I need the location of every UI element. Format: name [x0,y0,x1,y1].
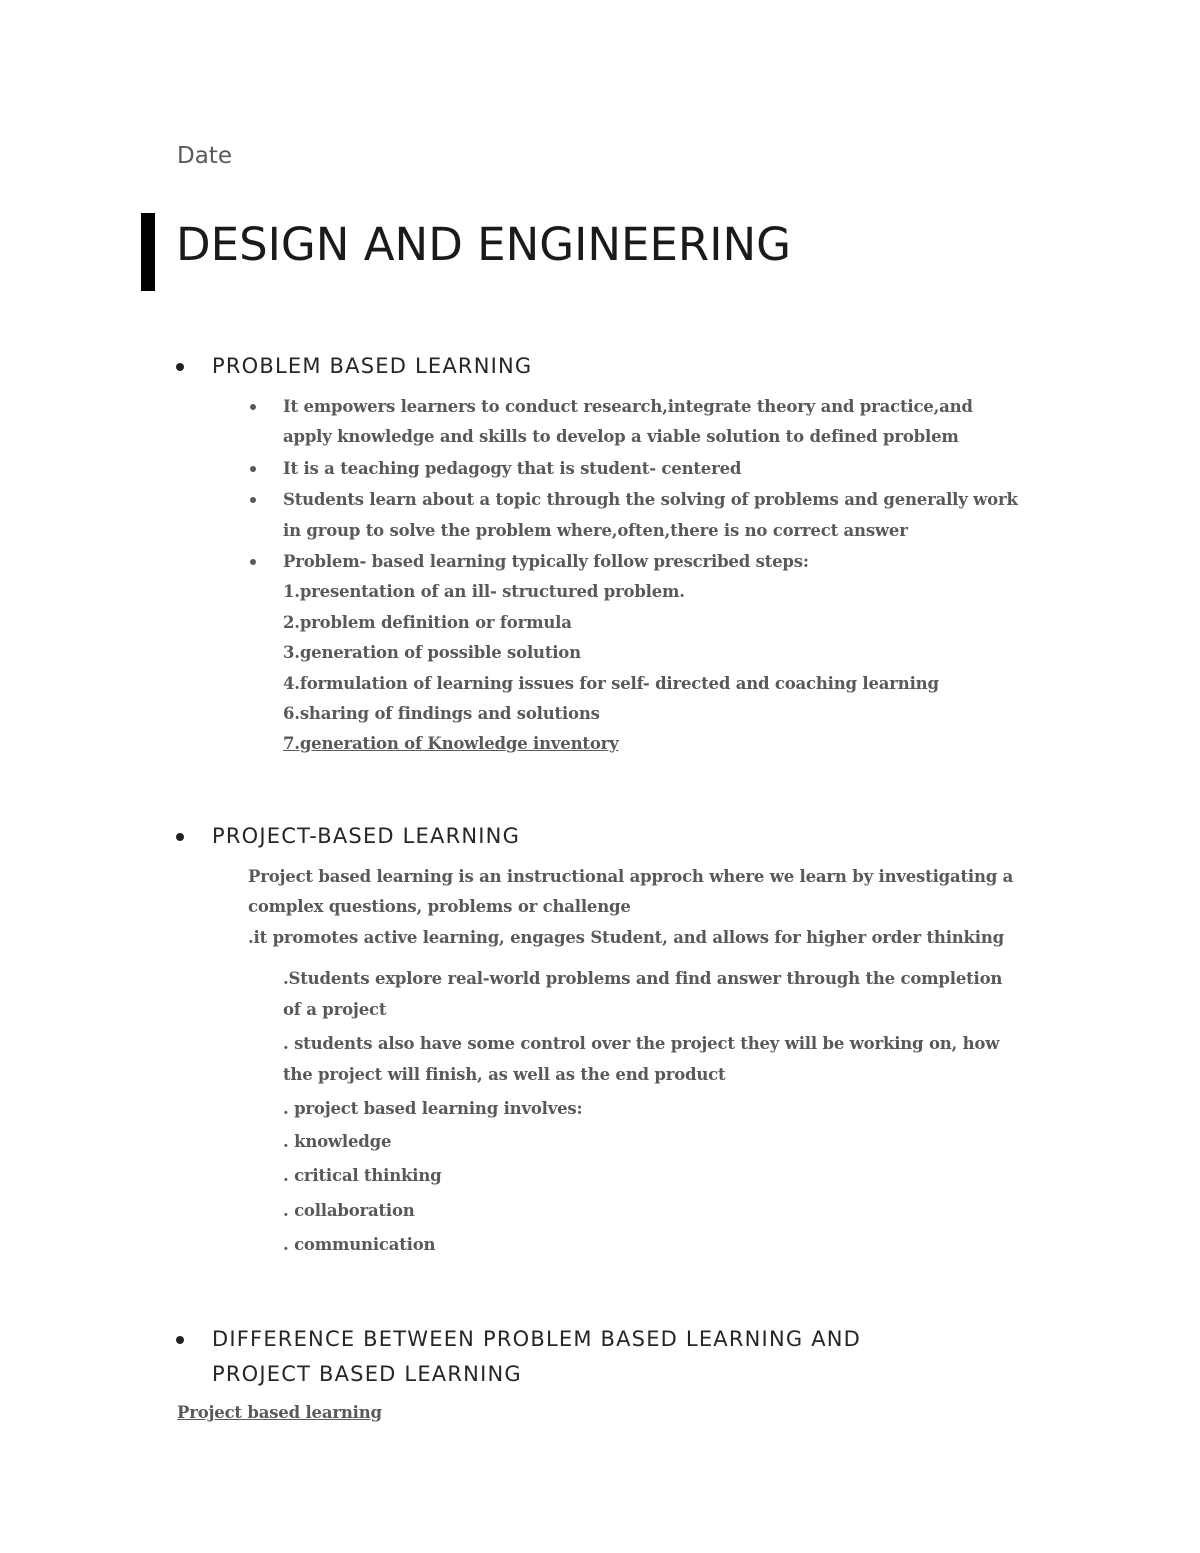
step-item: 2.problem definition or formula [283,613,572,632]
point-line: . project based learning involves: [283,1099,583,1118]
step-item: 3.generation of possible solution [283,643,581,662]
section-heading-difference-cont: PROJECT BASED LEARNING [212,1362,522,1386]
list-item-line: It empowers learners to conduct research,integrate theory and practice,and [283,397,973,416]
bullet-icon [250,559,256,565]
section-heading-problem-based: PROBLEM BASED LEARNING [212,354,533,378]
list-item-line: Students learn about a topic through the solving of problems and generally work [283,490,1018,509]
paragraph-line: complex questions, problems or challenge [248,897,631,916]
date-label: Date [177,143,232,169]
list-item-line: in group to solve the problem where,often,there is no correct answer [283,521,908,540]
paragraph-line: Project based learning is an instructional approch where we learn by investigating a [248,867,1014,886]
bullet-icon [176,363,184,371]
section-heading-difference: DIFFERENCE BETWEEN PROBLEM BASED LEARNING AND [212,1327,862,1351]
bullet-icon [250,404,256,410]
point-line: . collaboration [283,1201,415,1220]
bullet-icon [250,497,256,503]
point-line: . communication [283,1235,436,1254]
bullet-icon [176,833,184,841]
point-line: . knowledge [283,1132,392,1151]
point-line: . critical thinking [283,1166,442,1185]
list-item-line: apply knowledge and skills to develop a viable solution to defined problem [283,427,959,446]
paragraph-line: .it promotes active learning, engages Student, and allows for higher order thinking [248,928,1004,947]
step-item: 6.sharing of findings and solutions [283,704,600,723]
step-item: 7.generation of Knowledge inventory [283,734,619,753]
document-title: DESIGN AND ENGINEERING [176,218,791,271]
section-heading-project-based: PROJECT-BASED LEARNING [212,824,521,848]
point-line: of a project [283,1000,387,1019]
point-line: .Students explore real-world problems and find answer through the completion [283,969,1003,988]
subheading-project-based: Project based learning [177,1403,382,1422]
step-item: 4.formulation of learning issues for self- directed and coaching learning [283,674,939,693]
list-item-line: It is a teaching pedagogy that is student- centered [283,459,742,478]
point-line: the project will finish, as well as the end product [283,1065,726,1084]
list-item-line: Problem- based learning typically follow prescribed steps: [283,552,809,571]
point-line: . students also have some control over the project they will be working on, how [283,1034,1000,1053]
step-item: 1.presentation of an ill- structured problem. [283,582,685,601]
title-accent-bar [141,213,155,291]
bullet-icon [250,466,256,472]
bullet-icon [176,1336,184,1344]
